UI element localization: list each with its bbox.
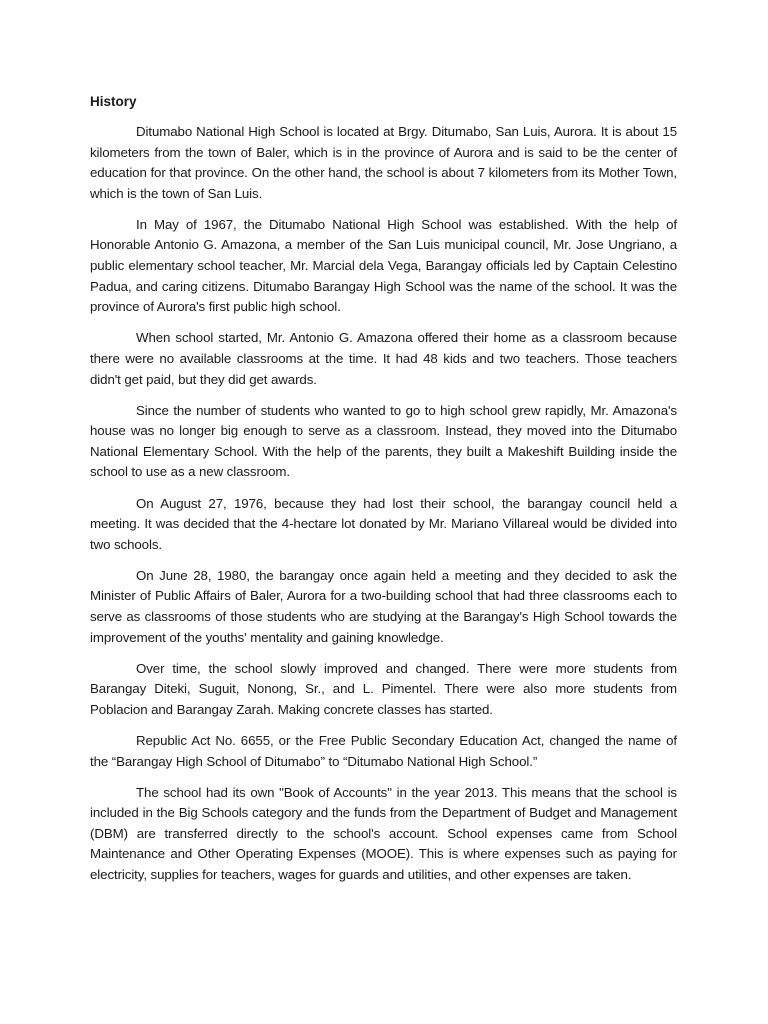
- paragraph-relocation: Since the number of students who wanted to go to high school grew rapidly, Mr. Amazona's house was no longer big enough to serve as a classroom. Instead, they moved into the Ditumabo National Elementary School. With the help of the parents, they built a Makeshift Building inside the school to use as a new classroom.: [90, 402, 677, 480]
- paragraph-1976-meeting: On August 27, 1976, because they had lost their school, the barangay council held a meeting. It was decided that the 4-hectare lot donated by Mr. Mariano Villareal would be divided into two schools.: [90, 495, 677, 552]
- document-body: [90, 92, 677, 896]
- paragraph-growth: Over time, the school slowly improved and changed. There were more students from Barangay Diteki, Suguit, Nonong, Sr., and L. Pimentel. There were also more students from Poblacion and Barangay Zarah. Making concrete classes has started.: [90, 660, 677, 717]
- paragraph-book-of-accounts: The school had its own "Book of Accounts" in the year 2013. This means that the school is included in the Big Schools category and the funds from the Department of Budget and Management (DBM) are transferred directly to the school's account. School expenses came from School Maintenance and Other Operating Expenses (MOOE). This is where expenses such as paying for electricity, supplies for teachers, wages for guards and utilities, and other expenses are taken.: [90, 784, 677, 882]
- section-heading: History: [90, 94, 137, 109]
- paragraph-location: Ditumabo National High School is located at Brgy. Ditumabo, San Luis, Aurora. It is about 15 kilometers from the town of Baler, which is in the province of Aurora and is said to be the center of education for that province. On the other hand, the school is about 7 kilometers from its Mother Town, which is the town of San Luis.: [90, 124, 677, 201]
- paragraph-1980-meeting: On June 28, 1980, the barangay once again held a meeting and they decided to ask the Minister of Public Affairs of Baler, Aurora for a two-building school that had three classrooms each to serve as classrooms of those students who are studying at the Barangay's High School towards the improvement of the youths' mentality and gaining knowledge.: [90, 567, 677, 645]
- paragraph-establishment: In May of 1967, the Ditumabo National High School was established. With the help of Honorable Antonio G. Amazona, a member of the San Luis municipal council, Mr. Jose Ungriano, a public elementary school teacher, Mr. Marcial dela Vega, Barangay officials led by Captain Celestino Padua, and caring citizens. Ditumabo Barangay High School was the name of the school. It was the province of Aurora's first public high school.: [90, 216, 677, 315]
- paragraph-first-classroom: When school started, Mr. Antonio G. Amazona offered their home as a classroom because there were no available classrooms at the time. It had 48 kids and two teachers. Those teachers didn't get paid, but they did get awards.: [90, 330, 677, 387]
- paragraph-republic-act: Republic Act No. 6655, or the Free Public Secondary Education Act, changed the name of the “Barangay High School of Ditumabo” to “Ditumabo National High School.”: [90, 732, 677, 769]
